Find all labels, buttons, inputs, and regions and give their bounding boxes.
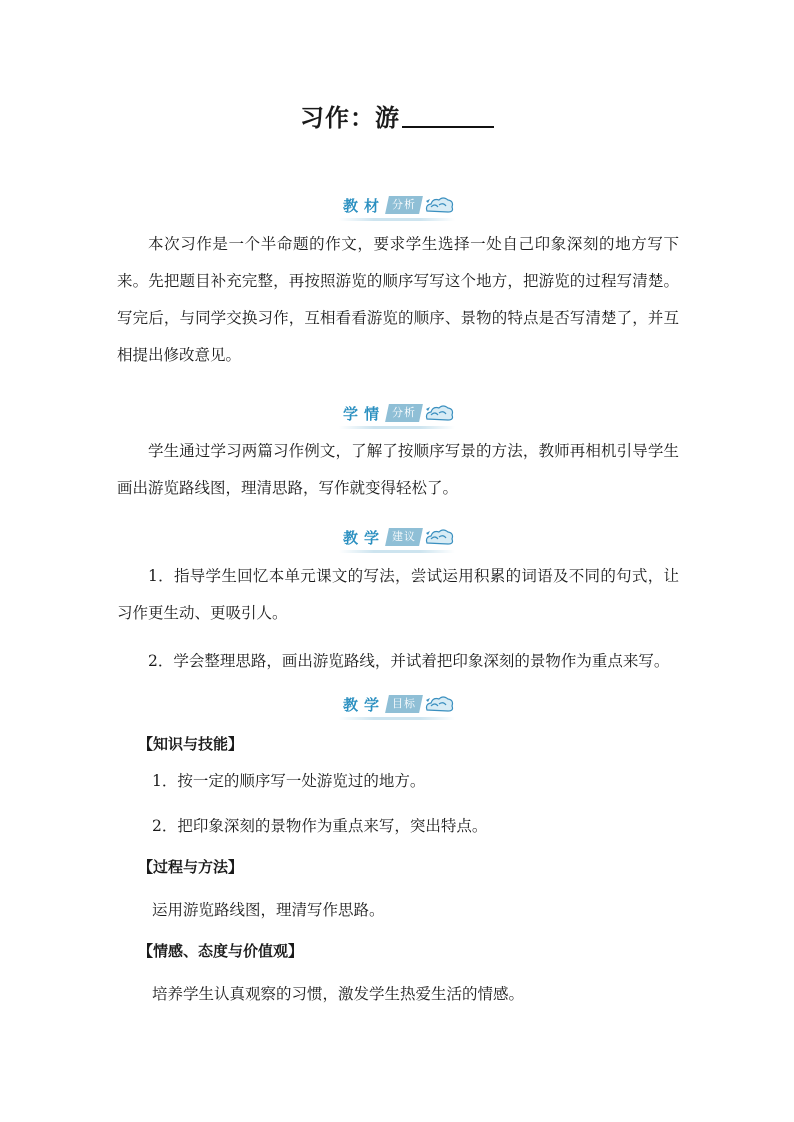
section-badge <box>339 525 455 549</box>
section-header-student-analysis <box>0 398 794 428</box>
section-badge <box>339 401 455 425</box>
knowledge-item: 1．按一定的顺序写一处游览过的地方。 <box>152 772 426 790</box>
section-badge <box>339 193 455 217</box>
process-method-label: 【过程与方法】 <box>138 858 244 876</box>
section-badge <box>339 692 455 716</box>
emotion-values-text: 培养学生认真观察的习惯，激发学生热爱生活的情感。 <box>152 985 525 1003</box>
badge-main-text: 学情 <box>342 404 385 423</box>
knowledge-skills-label: 【知识与技能】 <box>138 735 244 753</box>
badge-main-text: 教学 <box>342 695 385 714</box>
cloud-bird-icon <box>423 401 455 425</box>
student-analysis-paragraph: 学生通过学习两篇习作例文，了解了按顺序写景的方法，教师再相机引导学生画出游览路线图，理清思路，写作就变得轻松了。 <box>117 442 679 497</box>
badge-underline <box>339 426 455 429</box>
badge-main-text: 教材 <box>342 196 385 215</box>
emotion-values-label: 【情感、态度与价值观】 <box>138 942 304 960</box>
badge-sub-text: 建议 <box>385 528 423 546</box>
badge-underline <box>339 550 455 553</box>
cloud-bird-icon <box>423 525 455 549</box>
suggestion-item: 2．学会整理思路，画出游览路线，并试着把印象深刻的景物作为重点来写。 <box>148 652 670 670</box>
badge-sub-text: 目标 <box>385 695 423 713</box>
cloud-bird-icon <box>423 692 455 716</box>
suggestion-item: 1．指导学生回忆本单元课文的写法，尝试运用积累的词语及不同的句式，让习作更生动、更吸引人。 <box>117 567 679 622</box>
badge-underline <box>339 717 455 720</box>
knowledge-item: 2．把印象深刻的景物作为重点来写，突出特点。 <box>152 817 488 835</box>
badge-sub-text: 分析 <box>385 404 423 422</box>
section-header-teaching-suggestions <box>0 522 794 552</box>
process-method-text: 运用游览路线图，理清写作思路。 <box>152 901 385 919</box>
section-header-teaching-goals <box>0 689 794 719</box>
badge-sub-text: 分析 <box>385 196 423 214</box>
section-header-textbook-analysis <box>0 190 794 220</box>
badge-main-text: 教学 <box>342 528 385 547</box>
page-title-text: 习作：游 <box>300 104 400 132</box>
title-blank-line <box>402 104 494 128</box>
textbook-analysis-paragraph: 本次习作是一个半命题的作文，要求学生选择一处自己印象深刻的地方写下来。先把题目补充完整，再按照游览的顺序写写这个地方，把游览的过程写清楚。写完后，与同学交换习作，互相看看游览的顺序、景物的特点是否写清楚了，并互相提出修改意见。 <box>117 235 679 364</box>
badge-underline <box>339 218 455 221</box>
page-title <box>0 98 794 138</box>
cloud-bird-icon <box>423 193 455 217</box>
